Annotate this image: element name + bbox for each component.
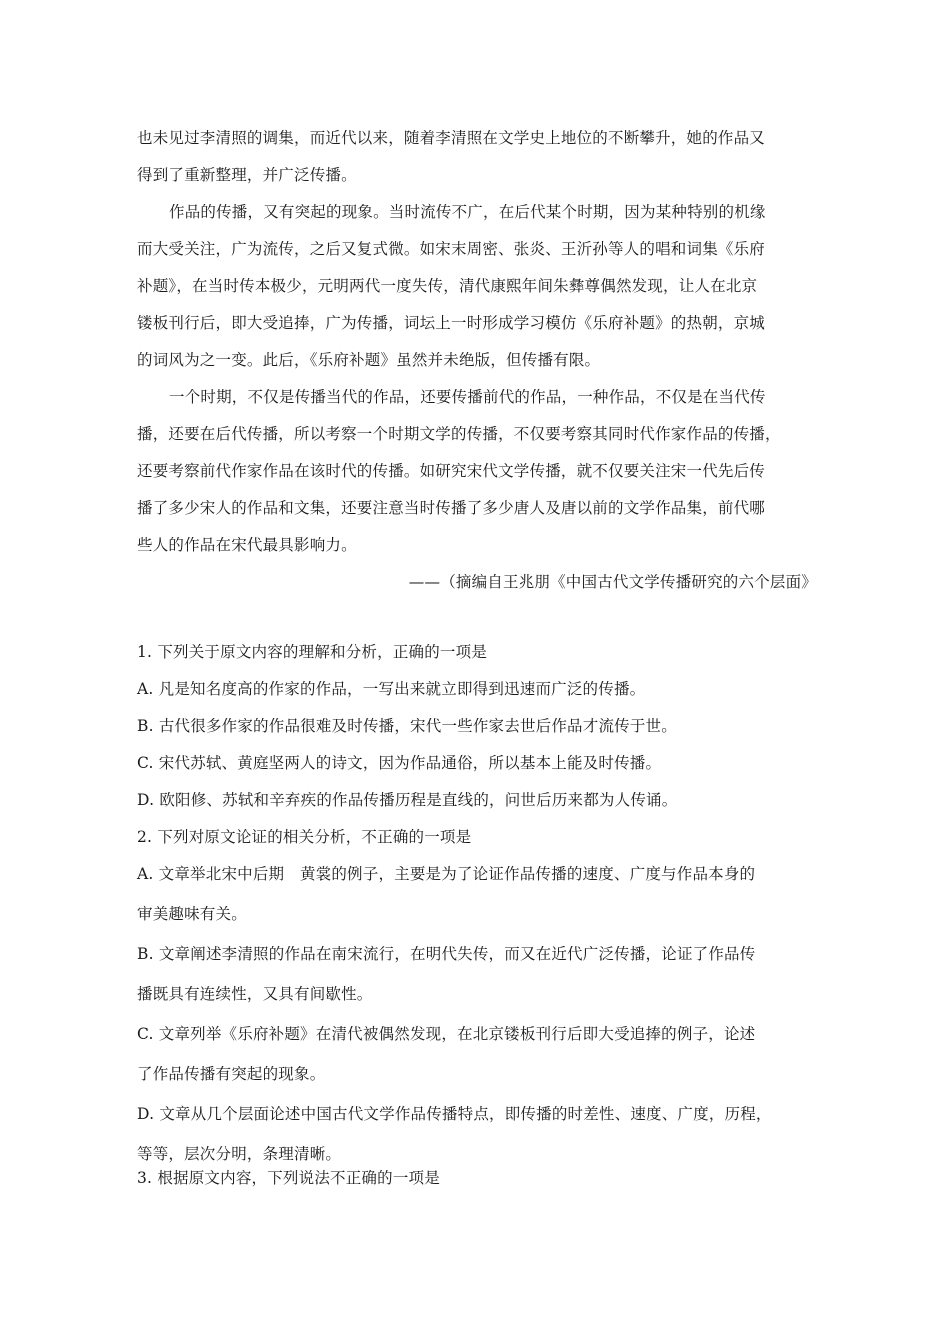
passage-source: ——（摘编自王兆朋《中国古代文学传播研究的六个层面》 <box>408 573 817 591</box>
question-2-option-d-line-1: D. 文章从几个层面论述中国古代文学作品传播特点，即传播的时差性、速度、广度，历程， <box>137 1105 772 1123</box>
question-2-option-c-line-2: 了作品传播有突起的现象。 <box>137 1065 326 1083</box>
passage-p3-line-5: 些人的作品在宋代最具影响力。 <box>137 536 357 554</box>
passage-p3-line-1: 一个时期，不仅是传播当代的作品，还要传播前代的作品，一种作品，不仅是在当代传 <box>169 388 766 406</box>
passage-p3-line-3: 还要考察前代作家作品在该时代的传播。如研究宋代文学传播，就不仅要关注宋一代先后传 <box>137 462 766 480</box>
passage-p1-line-1: 也未见过李清照的调集，而近代以来，随着李清照在文学史上地位的不断攀升，她的作品又 <box>137 129 766 147</box>
passage-p3-line-2: 播，还要在后代传播，所以考察一个时期文学的传播，不仅要考察其同时代作家作品的传播， <box>137 425 781 443</box>
passage-p3-line-4: 播了多少宋人的作品和文集，还要注意当时传播了多少唐人及唐以前的文学作品集，前代哪 <box>137 499 766 517</box>
passage-p2-line-1: 作品的传播，又有突起的现象。当时流传不广，在后代某个时期，因为某种特别的机缘 <box>169 203 766 221</box>
question-1-stem: 1. 下列关于原文内容的理解和分析，正确的一项是 <box>137 643 488 661</box>
question-3-stem: 3. 根据原文内容，下列说法不正确的一项是 <box>137 1169 440 1187</box>
question-2-option-b-line-2: 播既具有连续性，又具有间歇性。 <box>137 985 373 1003</box>
passage-p1-line-2: 得到了重新整理，并广泛传播。 <box>137 166 357 184</box>
passage-p2-line-3: 补题》，在当时传本极少，元明两代一度失传，清代康熙年间朱彝尊偶然发现，让人在北京 <box>137 277 758 295</box>
passage-p2-line-2: 而大受关注，广为流传，之后又复式微。如宋末周密、张炎、王沂孙等人的唱和词集《乐府 <box>137 240 766 258</box>
passage-p2-line-4: 镂板刊行后，即大受追捧，广为传播，词坛上一时形成学习模仿《乐府补题》的热朝，京城 <box>137 314 766 332</box>
question-1 <box>137 634 817 819</box>
question-1-option-d: D. 欧阳修、苏轼和辛弃疾的作品传播历程是直线的，问世后历来都为人传诵。 <box>137 791 678 809</box>
passage-p2-line-5: 的词风为之一变。此后，《乐府补题》虽然并未绝版，但传播有限。 <box>137 351 601 369</box>
question-2-option-c-line-1: C. 文章列举《乐府补题》在清代被偶然发现，在北京镂板刊行后即大受追捧的例子，论述 <box>137 1025 756 1043</box>
question-2-option-b-line-1: B. 文章阐述李清照的作品在南宋流行，在明代失传，而又在近代广泛传播，论证了作品传 <box>137 945 756 963</box>
question-3 <box>137 1160 817 1197</box>
question-1-option-a: A. 凡是知名度高的作家的作品，一写出来就立即得到迅速而广泛的传播。 <box>137 680 646 698</box>
question-2-option-a-line-2: 审美趣味有关。 <box>137 905 247 923</box>
question-2-stem: 2. 下列对原文论证的相关分析，不正确的一项是 <box>137 828 472 846</box>
question-2 <box>137 819 817 1173</box>
question-1-option-b: B. 古代很多作家的作品很难及时传播，宋代一些作家去世后作品才流传于世。 <box>137 717 677 735</box>
passage <box>137 120 817 601</box>
question-2-option-d-line-2: 等等，层次分明，条理清晰。 <box>137 1145 342 1163</box>
question-1-option-c: C. 宋代苏轼、黄庭坚两人的诗文，因为作品通俗，所以基本上能及时传播。 <box>137 754 662 772</box>
question-2-option-a-line-1: A. 文章举北宋中后期 黄裳的例子，主要是为了论证作品传播的速度、广度与作品本身的 <box>137 865 756 883</box>
